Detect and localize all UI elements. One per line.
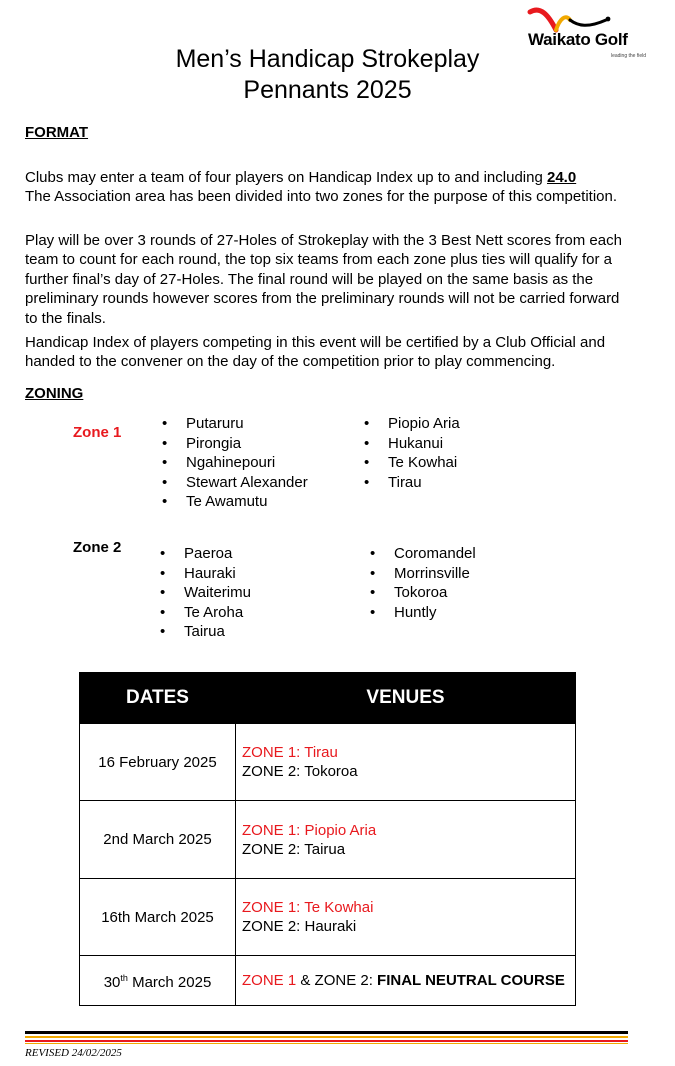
format-p1-text: Clubs may enter a team of four players on Handicap Index up to and including	[25, 169, 547, 186]
list-item: • Piopio Aria	[364, 414, 460, 434]
page-title	[0, 44, 655, 106]
logo-wordmark: Waikato Golf	[528, 30, 628, 49]
table-row-final	[80, 956, 576, 1006]
final-neutral-course: FINAL NEUTRAL COURSE	[377, 972, 565, 989]
list-item: • Te Aroha	[160, 603, 251, 623]
final-zone-2: & ZONE 2:	[296, 972, 378, 989]
zone-2-venue: ZONE 2: Tokoroa	[242, 763, 358, 780]
list-item: • Paeroa	[160, 544, 251, 564]
round-date: 2nd March 2025	[80, 801, 236, 879]
list-item: • Te Awamutu	[162, 492, 308, 512]
dates-venues-table	[79, 672, 576, 1006]
round-venues	[236, 801, 576, 879]
zone-1-venue: ZONE 1: Te Kowhai	[242, 899, 374, 916]
final-date-suffix: th	[120, 973, 128, 983]
list-item: • Pirongia	[162, 434, 308, 454]
zone-1-clubs-right	[364, 414, 460, 492]
round-date: 16th March 2025	[80, 879, 236, 956]
list-item: • Hauraki	[160, 564, 251, 584]
round-venues	[236, 724, 576, 801]
table-row	[80, 879, 576, 956]
zoning-heading: ZONING	[25, 385, 84, 402]
zone-2-clubs-right	[370, 544, 476, 622]
list-item: • Coromandel	[370, 544, 476, 564]
handicap-limit: 24.0	[546, 169, 577, 186]
format-paragraph-3	[25, 333, 635, 372]
list-item: • Te Kowhai	[364, 453, 460, 473]
zone-2-clubs-left	[160, 544, 251, 642]
footer-rule	[25, 1031, 628, 1045]
zone-1-label: Zone 1	[73, 424, 122, 441]
format-paragraph-1	[25, 168, 635, 207]
final-date-month: March 2025	[127, 974, 212, 991]
list-item: • Tokoroa	[370, 583, 476, 603]
table-row	[80, 801, 576, 879]
title-line-2: Pennants 2025	[243, 76, 412, 104]
list-item: • Tairua	[160, 622, 251, 642]
zone-2-label: Zone 2	[73, 539, 122, 556]
header-venues: VENUES	[236, 673, 576, 724]
list-item: • Tirau	[364, 473, 460, 493]
format-paragraph-2	[25, 231, 635, 328]
zone-1-clubs-left	[162, 414, 308, 512]
format-p3-text: Handicap Index of players competing in this event will be certified by a Club Official and handed to the convener on the day of the competition prior to play commencing.	[25, 334, 606, 371]
list-item: • Huntly	[370, 603, 476, 623]
list-item: • Putaruru	[162, 414, 308, 434]
zone-2-venue: ZONE 2: Hauraki	[242, 918, 357, 935]
final-date	[80, 956, 236, 1006]
final-date-day: 30	[103, 974, 121, 991]
list-item: • Hukanui	[364, 434, 460, 454]
round-date: 16 February 2025	[80, 724, 236, 801]
title-line-1: Men’s Handicap Strokeplay	[175, 45, 480, 73]
list-item: • Stewart Alexander	[162, 473, 308, 493]
list-item: • Morrinsville	[370, 564, 476, 584]
final-zone-1: ZONE 1	[242, 972, 297, 989]
final-venue	[236, 956, 576, 1006]
zone-1-venue: ZONE 1: Tirau	[242, 744, 338, 761]
zone-1-venue: ZONE 1: Piopio Aria	[242, 821, 377, 839]
table-row	[80, 724, 576, 801]
round-venues	[236, 879, 576, 956]
format-p2-text: Play will be over 3 rounds of 27-Holes of Strokeplay with the 3 Best Nett scores from each team to count for each round, the top six teams from each zone plus ties will qualify for a further final’s day of 27-Holes. The final round will be played on the same basis as the preliminary rounds however scores from the preliminary rounds will not be carried forward to the finals.	[25, 232, 622, 327]
logo-tagline: leading the field	[610, 53, 646, 59]
table-header-row	[80, 673, 576, 724]
format-p1-rest: The Association area has been divided into two zones for the purpose of this competition.	[25, 188, 618, 206]
format-heading: FORMAT	[25, 124, 89, 141]
list-item: • Ngahinepouri	[162, 453, 308, 473]
list-item: • Waiterimu	[160, 583, 251, 603]
revised-date: REVISED 24/02/2025	[25, 1047, 122, 1059]
zone-2-venue: ZONE 2: Tairua	[242, 840, 346, 858]
header-dates: DATES	[80, 673, 236, 724]
